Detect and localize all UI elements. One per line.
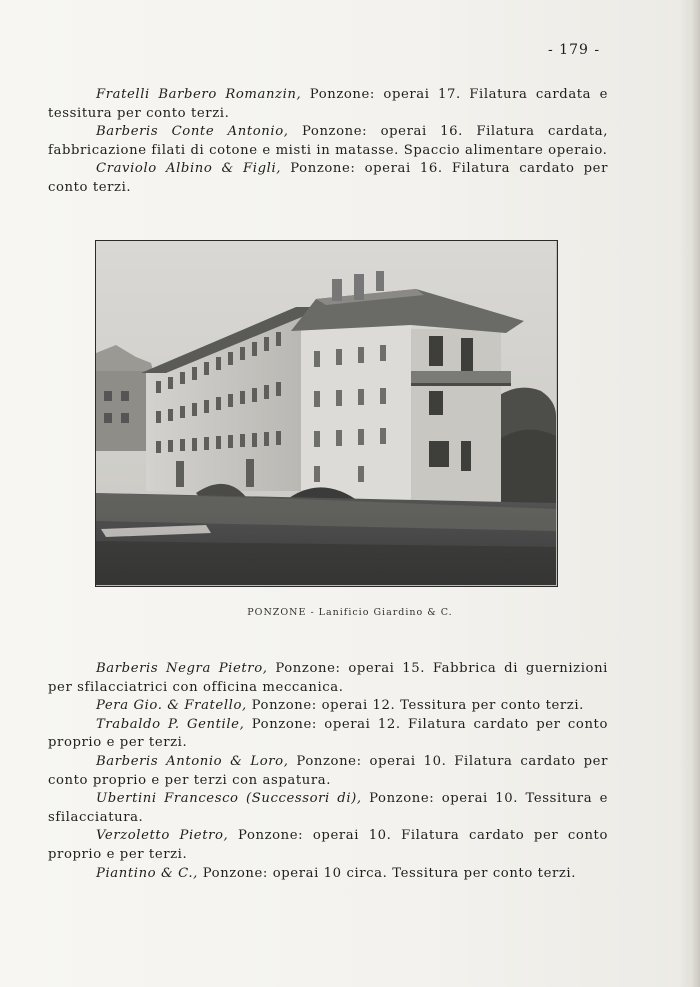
company-name: Trabaldo P. Gentile, xyxy=(96,716,245,732)
entry xyxy=(48,86,608,123)
entry xyxy=(48,827,608,864)
entry xyxy=(48,160,608,197)
company-name: Craviolo Albino & Figli, xyxy=(96,161,282,177)
company-details: Ponzone: operai 12. Filatura cardato per conto proprio e per terzi. xyxy=(48,716,608,751)
company-details: Ponzone: operai 10. Filatura cardato per conto proprio e per terzi con aspatura. xyxy=(48,753,608,788)
company-details: Ponzone: operai 10. Filatura cardato per conto proprio e per terzi. xyxy=(48,828,608,862)
company-name: Fratelli Barbero Romanzin, xyxy=(96,87,302,102)
company-details: Ponzone: operai 15. Fabbrica di guernizioni per sfilacciatrici con officina meccanica. xyxy=(48,661,608,695)
factory-building-photo xyxy=(95,240,558,587)
page-edge xyxy=(690,0,700,987)
entry xyxy=(48,697,608,716)
company-name: Ubertini Francesco (Successori di), xyxy=(96,791,362,807)
entry xyxy=(48,790,608,827)
caption-text: Lanificio Giardino & C. xyxy=(318,607,453,618)
company-details: Ponzone: operai 10 circa. Tessitura per conto terzi. xyxy=(197,865,577,881)
company-name: Piantino & C., xyxy=(96,865,198,881)
company-name: Pera Gio. & Fratello, xyxy=(96,698,247,714)
entries-top xyxy=(48,86,608,198)
company-name: Verzoletto Pietro, xyxy=(96,828,229,844)
entry xyxy=(48,660,608,697)
entries-bottom xyxy=(48,660,608,883)
page-number: - 179 - xyxy=(548,42,601,58)
company-details: Ponzone: operai 12. Tessitura per conto terzi. xyxy=(246,698,584,714)
company-details: Ponzone: operai 16. Filatura cardata, fabbricazione filati di cotone e misti in matasse. Spaccio alimentare operaio. xyxy=(48,124,608,158)
company-name: Barberis Conte Antonio, xyxy=(96,124,289,140)
company-details: Ponzone: operai 10. Tessitura e sfilacciatura. xyxy=(48,791,608,825)
entry xyxy=(48,123,608,160)
entry xyxy=(48,865,608,884)
company-name: Barberis Negra Pietro, xyxy=(96,661,268,676)
photo-caption xyxy=(0,607,700,618)
company-details: Ponzone: operai 17. Filatura cardata e tessitura per conto terzi. xyxy=(48,87,608,121)
entry xyxy=(48,716,608,753)
company-name: Barberis Antonio & Loro, xyxy=(96,753,289,769)
company-details: Ponzone: operai 16. Filatura cardato per conto terzi. xyxy=(48,161,608,195)
caption-separator: - xyxy=(306,607,319,618)
entry xyxy=(48,753,608,790)
caption-place: PONZONE xyxy=(247,607,307,618)
